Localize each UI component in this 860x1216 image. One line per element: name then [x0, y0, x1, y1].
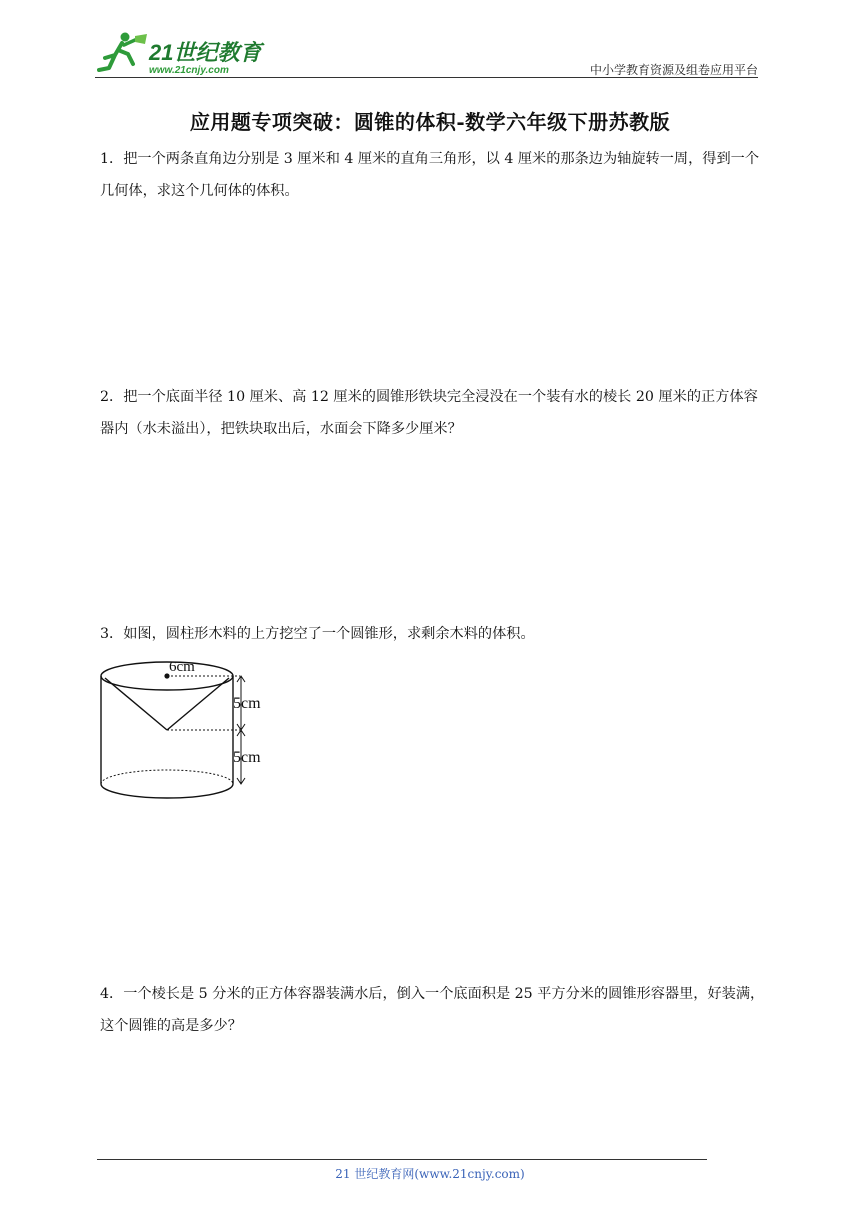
- question-text: 一个棱长是 5 分米的正方体容器装满水后，倒入一个底面积是 25 平方分米的圆锥形容器里，好装满，这个圆锥的高是多少？: [100, 986, 765, 1034]
- radius-label: 6cm: [169, 659, 195, 675]
- page-title: 应用题专项突破：圆锥的体积-数学六年级下册苏教版: [189, 110, 671, 134]
- question-number: 1．: [100, 151, 124, 167]
- question-number: 3．: [100, 626, 124, 642]
- question-number: 2．: [100, 389, 124, 405]
- runner-icon: [99, 33, 147, 71]
- question-number: 4．: [100, 986, 124, 1002]
- question-2: [100, 381, 765, 445]
- cylinder-cone-figure: [95, 652, 285, 807]
- cylinder-bottom-back: [101, 770, 233, 784]
- footer-link[interactable]: 21 世纪教育网(www.21cnjy.com): [335, 1167, 525, 1181]
- page-header: [95, 28, 758, 78]
- question-4: [100, 978, 765, 1042]
- cylinder-bottom-front: [101, 784, 233, 798]
- question-text: 把一个底面半径 10 厘米、高 12 厘米的圆锥形铁块完全浸没在一个装有水的棱长 20 厘米的正方体容器内（水未溢出），把铁块取出后，水面会下降多少厘米？: [100, 389, 758, 437]
- lower-height-label: 5cm: [233, 749, 261, 766]
- cone-left-edge: [105, 678, 167, 730]
- footer-divider: [97, 1159, 707, 1160]
- site-name: 中小学教育资源及组卷应用平台: [589, 63, 758, 77]
- question-3: [100, 618, 765, 650]
- question-1: [100, 143, 765, 207]
- logo-text: 21世纪教育: [149, 40, 262, 65]
- cone-right-edge: [167, 678, 229, 730]
- logo: [95, 28, 265, 76]
- header-divider: [95, 77, 758, 78]
- upper-height-label: 5cm: [233, 695, 261, 712]
- question-text: 把一个两条直角边分别是 3 厘米和 4 厘米的直角三角形，以 4 厘米的那条边为轴旋转一周，得到一个几何体，求这个几何体的体积。: [100, 151, 760, 199]
- question-text: 如图，圆柱形木料的上方挖空了一个圆锥形，求剩余木料的体积。: [123, 626, 535, 642]
- logo-url: www.21cnjy.com: [149, 65, 229, 76]
